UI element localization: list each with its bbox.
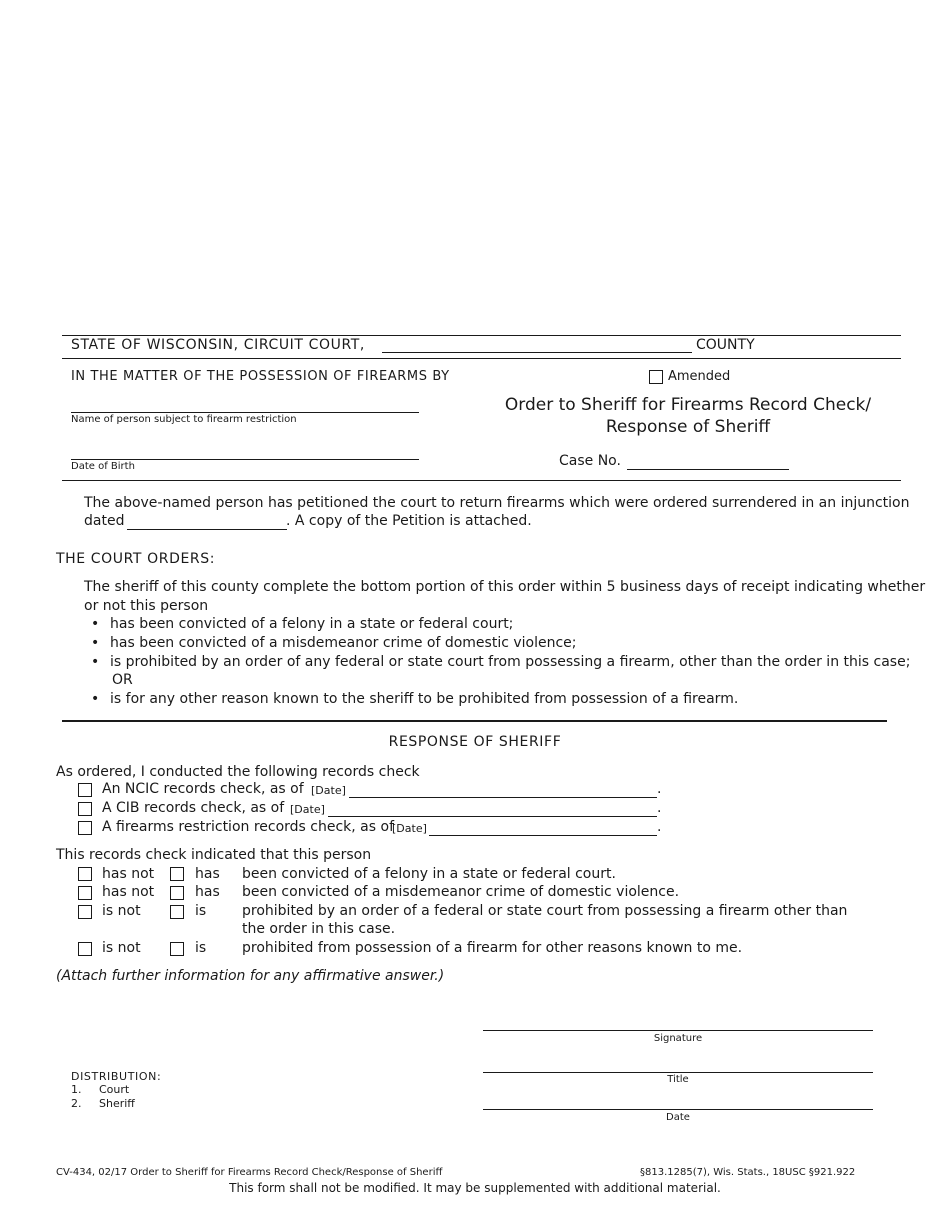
cib-check-label: A CIB records check, as of <box>102 800 285 816</box>
result4-pos-checkbox[interactable] <box>170 942 184 956</box>
footer-statutes: §813.1285(7), Wis. Stats., 18USC §921.922 <box>640 1167 856 1178</box>
intro-line1: The above-named person has petitioned the court to return firearms which were ordered surrendered in an injunction <box>84 495 910 511</box>
orders-line1: The sheriff of this county complete the bottom portion of this order within 5 business days of receipt indicating whether <box>84 579 926 595</box>
orders-line2: or not this person <box>84 598 209 614</box>
signature-line[interactable] <box>483 1030 873 1031</box>
response-heading: RESPONSE OF SHERIFF <box>388 734 562 750</box>
cib-date-field[interactable] <box>328 816 657 817</box>
cib-check-checkbox[interactable] <box>78 802 92 816</box>
result2-neg-checkbox[interactable] <box>78 886 92 900</box>
title-line[interactable] <box>483 1072 873 1073</box>
result4-neg-checkbox[interactable] <box>78 942 92 956</box>
intro-dated-label: dated <box>84 513 125 529</box>
person-name-field[interactable] <box>71 412 419 413</box>
result4-text: prohibited from possession of a firearm for other reasons known to me. <box>242 940 743 956</box>
ncic-check-checkbox[interactable] <box>78 783 92 797</box>
firearms-check-label: A firearms restriction records check, as of <box>102 819 395 835</box>
result2-text: been convicted of a misdemeanor crime of domestic violence. <box>242 884 680 900</box>
dob-label: Date of Birth <box>71 461 135 472</box>
bullet-marker: • <box>91 635 100 651</box>
ncic-date-label: [Date] <box>311 784 346 797</box>
response-intro: As ordered, I conducted the following records check <box>56 764 420 780</box>
case-no-label: Case No. <box>559 453 621 469</box>
form-title-line1: Order to Sheriff for Firearms Record Check/ <box>504 395 872 415</box>
result3-text-cont: the order in this case. <box>242 921 396 937</box>
firearms-period: . <box>657 819 662 835</box>
ncic-check-label: An NCIC records check, as of <box>102 781 304 797</box>
result4-neg-label: is not <box>102 940 141 956</box>
person-name-label: Name of person subject to firearm restriction <box>71 414 297 425</box>
section-divider <box>62 720 887 722</box>
result2-neg-label: has not <box>102 884 155 900</box>
result3-neg-checkbox[interactable] <box>78 905 92 919</box>
footer-form-id: CV-434, 02/17 Order to Sheriff for Firearms Record Check/Response of Sheriff <box>56 1167 443 1178</box>
dob-field[interactable] <box>71 459 419 460</box>
header-bottom-rule <box>62 480 901 481</box>
state-court-label: STATE OF WISCONSIN, CIRCUIT COURT, <box>71 337 365 353</box>
header-top-rule <box>62 335 901 336</box>
firearms-check-checkbox[interactable] <box>78 821 92 835</box>
result1-pos-label: has <box>195 866 220 882</box>
distribution-heading: DISTRIBUTION: <box>71 1070 162 1083</box>
ncic-date-field[interactable] <box>349 797 657 798</box>
indicated-label: This records check indicated that this person <box>56 847 372 863</box>
bullet-item: has been convicted of a misdemeanor crime of domestic violence; <box>110 635 577 651</box>
attach-note: (Attach further information for any affirmative answer.) <box>56 968 445 984</box>
injunction-date-field[interactable] <box>127 529 287 530</box>
firearms-date-label: [Date] <box>392 822 427 835</box>
distribution-item-label: Court <box>99 1083 130 1096</box>
result1-pos-checkbox[interactable] <box>170 867 184 881</box>
bullet-marker: • <box>91 691 100 707</box>
result3-neg-label: is not <box>102 903 141 919</box>
title-label: Title <box>667 1074 689 1085</box>
result1-neg-label: has not <box>102 866 155 882</box>
distribution-item-num: 1. <box>71 1083 82 1096</box>
result3-pos-label: is <box>195 903 207 919</box>
amended-checkbox[interactable] <box>649 370 663 384</box>
result2-pos-checkbox[interactable] <box>170 886 184 900</box>
distribution-item-num: 2. <box>71 1097 82 1110</box>
ncic-period: . <box>657 781 662 797</box>
date-label: Date <box>666 1112 690 1123</box>
matter-label: IN THE MATTER OF THE POSSESSION OF FIREARMS BY <box>71 369 450 384</box>
cib-period: . <box>657 800 662 816</box>
bullet-marker: • <box>91 616 100 632</box>
firearms-date-field[interactable] <box>429 835 657 836</box>
county-name-field[interactable] <box>382 352 692 353</box>
cib-date-label: [Date] <box>290 803 325 816</box>
result3-text: prohibited by an order of a federal or state court from possessing a firearm other than <box>242 903 848 919</box>
bullet-item: has been convicted of a felony in a state or federal court; <box>110 616 514 632</box>
case-no-field[interactable] <box>627 469 789 470</box>
result3-pos-checkbox[interactable] <box>170 905 184 919</box>
footer-notice: This form shall not be modified. It may be supplemented with additional material. <box>229 1181 721 1195</box>
amended-label: Amended <box>668 369 731 384</box>
bullet-marker: • <box>91 654 100 670</box>
form-title-line2: Response of Sheriff <box>605 417 771 437</box>
distribution-item-label: Sheriff <box>99 1097 135 1110</box>
result1-text: been convicted of a felony in a state or federal court. <box>242 866 616 882</box>
header-second-rule <box>62 358 901 359</box>
intro-copy-text: . A copy of the Petition is attached. <box>286 513 532 529</box>
court-orders-heading: THE COURT ORDERS: <box>56 551 216 567</box>
result4-pos-label: is <box>195 940 207 956</box>
result2-pos-label: has <box>195 884 220 900</box>
result1-neg-checkbox[interactable] <box>78 867 92 881</box>
bullet-or: OR <box>112 672 133 688</box>
date-line[interactable] <box>483 1109 873 1110</box>
signature-label: Signature <box>653 1033 703 1044</box>
bullet-item: is prohibited by an order of any federal or state court from possessing a firearm, other than the order in this case; <box>110 654 911 670</box>
bullet-item: is for any other reason known to the sheriff to be prohibited from possession of a firearm. <box>110 691 739 707</box>
county-label: COUNTY <box>696 337 755 353</box>
